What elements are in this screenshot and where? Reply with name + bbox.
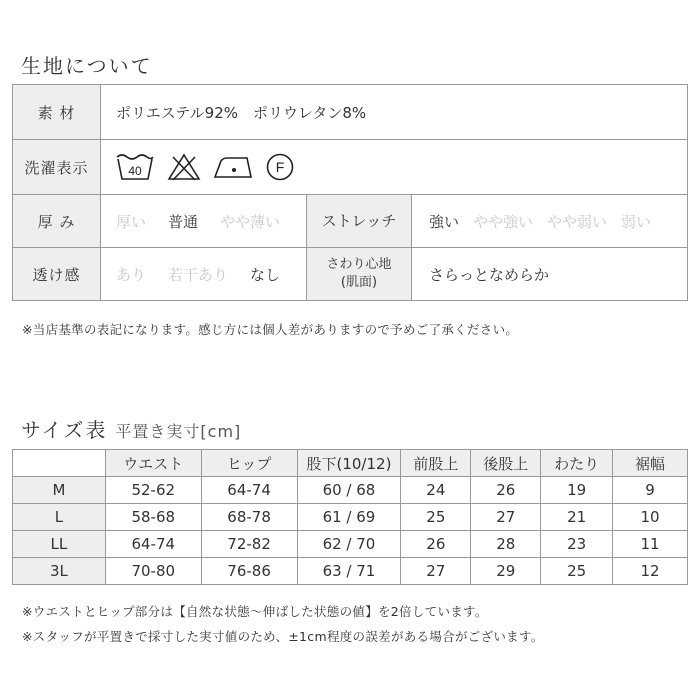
size-header-cell: わたり: [541, 450, 613, 477]
table-cell: 29: [471, 558, 541, 585]
stretch-option: 弱い: [621, 212, 652, 231]
size-note: ※スタッフが平置きで採寸した実寸値のため、±1cm程度の誤差がある場合がございます。: [22, 629, 544, 644]
transparency-texture-row: [13, 248, 687, 300]
table-cell: 61 / 69: [297, 504, 401, 531]
table-cell: 68-78: [201, 504, 297, 531]
size-label-cell: M: [13, 477, 106, 504]
size-label-cell: LL: [13, 531, 106, 558]
table-cell: 28: [471, 531, 541, 558]
stretch-option-selected: 強い: [429, 212, 460, 231]
transparency-option-selected: なし: [250, 265, 281, 284]
table-cell: 27: [471, 504, 541, 531]
table-cell: 52-62: [105, 477, 201, 504]
stretch-option: やや弱い: [547, 212, 608, 231]
size-label-cell: 3L: [13, 558, 106, 585]
table-cell: 63 / 71: [297, 558, 401, 585]
wash-40-icon: [115, 153, 155, 181]
thickness-option: やや薄い: [220, 212, 281, 231]
fabric-note: ※当店基準の表記になります。感じ方には個人差がありますので予めご了承ください。: [22, 322, 519, 337]
stretch-option: やや強い: [473, 212, 534, 231]
table-row: [13, 504, 688, 531]
table-cell: 9: [613, 477, 688, 504]
material-label: 素 材: [13, 85, 101, 139]
table-cell: 25: [401, 504, 471, 531]
wash-temp-text: 40: [128, 164, 142, 178]
thickness-stretch-row: [13, 195, 687, 248]
size-header-cell: 後股上: [471, 450, 541, 477]
size-note: ※ウエストとヒップ部分は【自然な状態〜伸ばした状態の値】を2倍しています。: [22, 604, 488, 619]
material-row: [13, 85, 687, 140]
table-cell: 21: [541, 504, 613, 531]
table-cell: 25: [541, 558, 613, 585]
dry-clean-f-icon: [265, 152, 295, 182]
table-cell: 12: [613, 558, 688, 585]
table-row: [13, 558, 688, 585]
size-label-cell: L: [13, 504, 106, 531]
thickness-label: 厚 み: [13, 195, 101, 247]
texture-label-line2: (肌面): [340, 275, 378, 290]
thickness-options: [116, 195, 302, 247]
table-cell: 76-86: [201, 558, 297, 585]
table-cell: 60 / 68: [297, 477, 401, 504]
dryclean-letter: F: [275, 159, 285, 175]
care-icons: [115, 140, 295, 194]
table-row: [13, 531, 688, 558]
table-cell: 19: [541, 477, 613, 504]
texture-value: さらっとなめらか: [429, 265, 550, 284]
table-cell: 58-68: [105, 504, 201, 531]
no-bleach-icon: [167, 153, 201, 181]
table-cell: 26: [401, 531, 471, 558]
table-cell: 72-82: [201, 531, 297, 558]
texture-label-line1: さわり心地: [326, 257, 392, 273]
care-label: 洗濯表示: [13, 140, 101, 194]
thickness-option-selected: 普通: [168, 212, 199, 231]
table-cell: 64-74: [105, 531, 201, 558]
size-header-cell: ウエスト: [105, 450, 201, 477]
fabric-section-title: 生地について: [21, 54, 153, 78]
size-header-cell: 股下(10/12): [297, 450, 401, 477]
transparency-label: 透け感: [13, 248, 101, 300]
table-cell: 11: [613, 531, 688, 558]
size-section-title: [21, 414, 241, 443]
size-header-row: [13, 450, 688, 477]
size-subtitle: 平置き実寸[cm]: [115, 422, 242, 441]
table-cell: 62 / 70: [297, 531, 401, 558]
size-header-cell: ヒップ: [201, 450, 297, 477]
table-cell: 24: [401, 477, 471, 504]
fabric-table: [12, 84, 688, 301]
transparency-option: あり: [116, 265, 147, 284]
table-cell: 10: [613, 504, 688, 531]
size-header-cell: 前股上: [401, 450, 471, 477]
texture-label: [306, 248, 412, 300]
table-cell: 70-80: [105, 558, 201, 585]
table-row: [13, 477, 688, 504]
size-table: [12, 449, 688, 585]
size-header-cell: 裾幅: [613, 450, 688, 477]
transparency-option: 若干あり: [168, 265, 229, 284]
size-title-text: サイズ表: [21, 418, 108, 442]
table-cell: 64-74: [201, 477, 297, 504]
table-cell: 26: [471, 477, 541, 504]
table-cell: 27: [401, 558, 471, 585]
size-header-cell: [13, 450, 106, 477]
transparency-options: [116, 248, 302, 300]
table-cell: 23: [541, 531, 613, 558]
stretch-label: ストレッチ: [306, 195, 412, 247]
material-value: ポリエステル92% ポリウレタン8%: [116, 103, 367, 122]
iron-low-icon: [213, 153, 253, 181]
care-row: [13, 140, 687, 195]
thickness-option: 厚い: [116, 212, 147, 231]
stretch-options: [429, 195, 651, 247]
